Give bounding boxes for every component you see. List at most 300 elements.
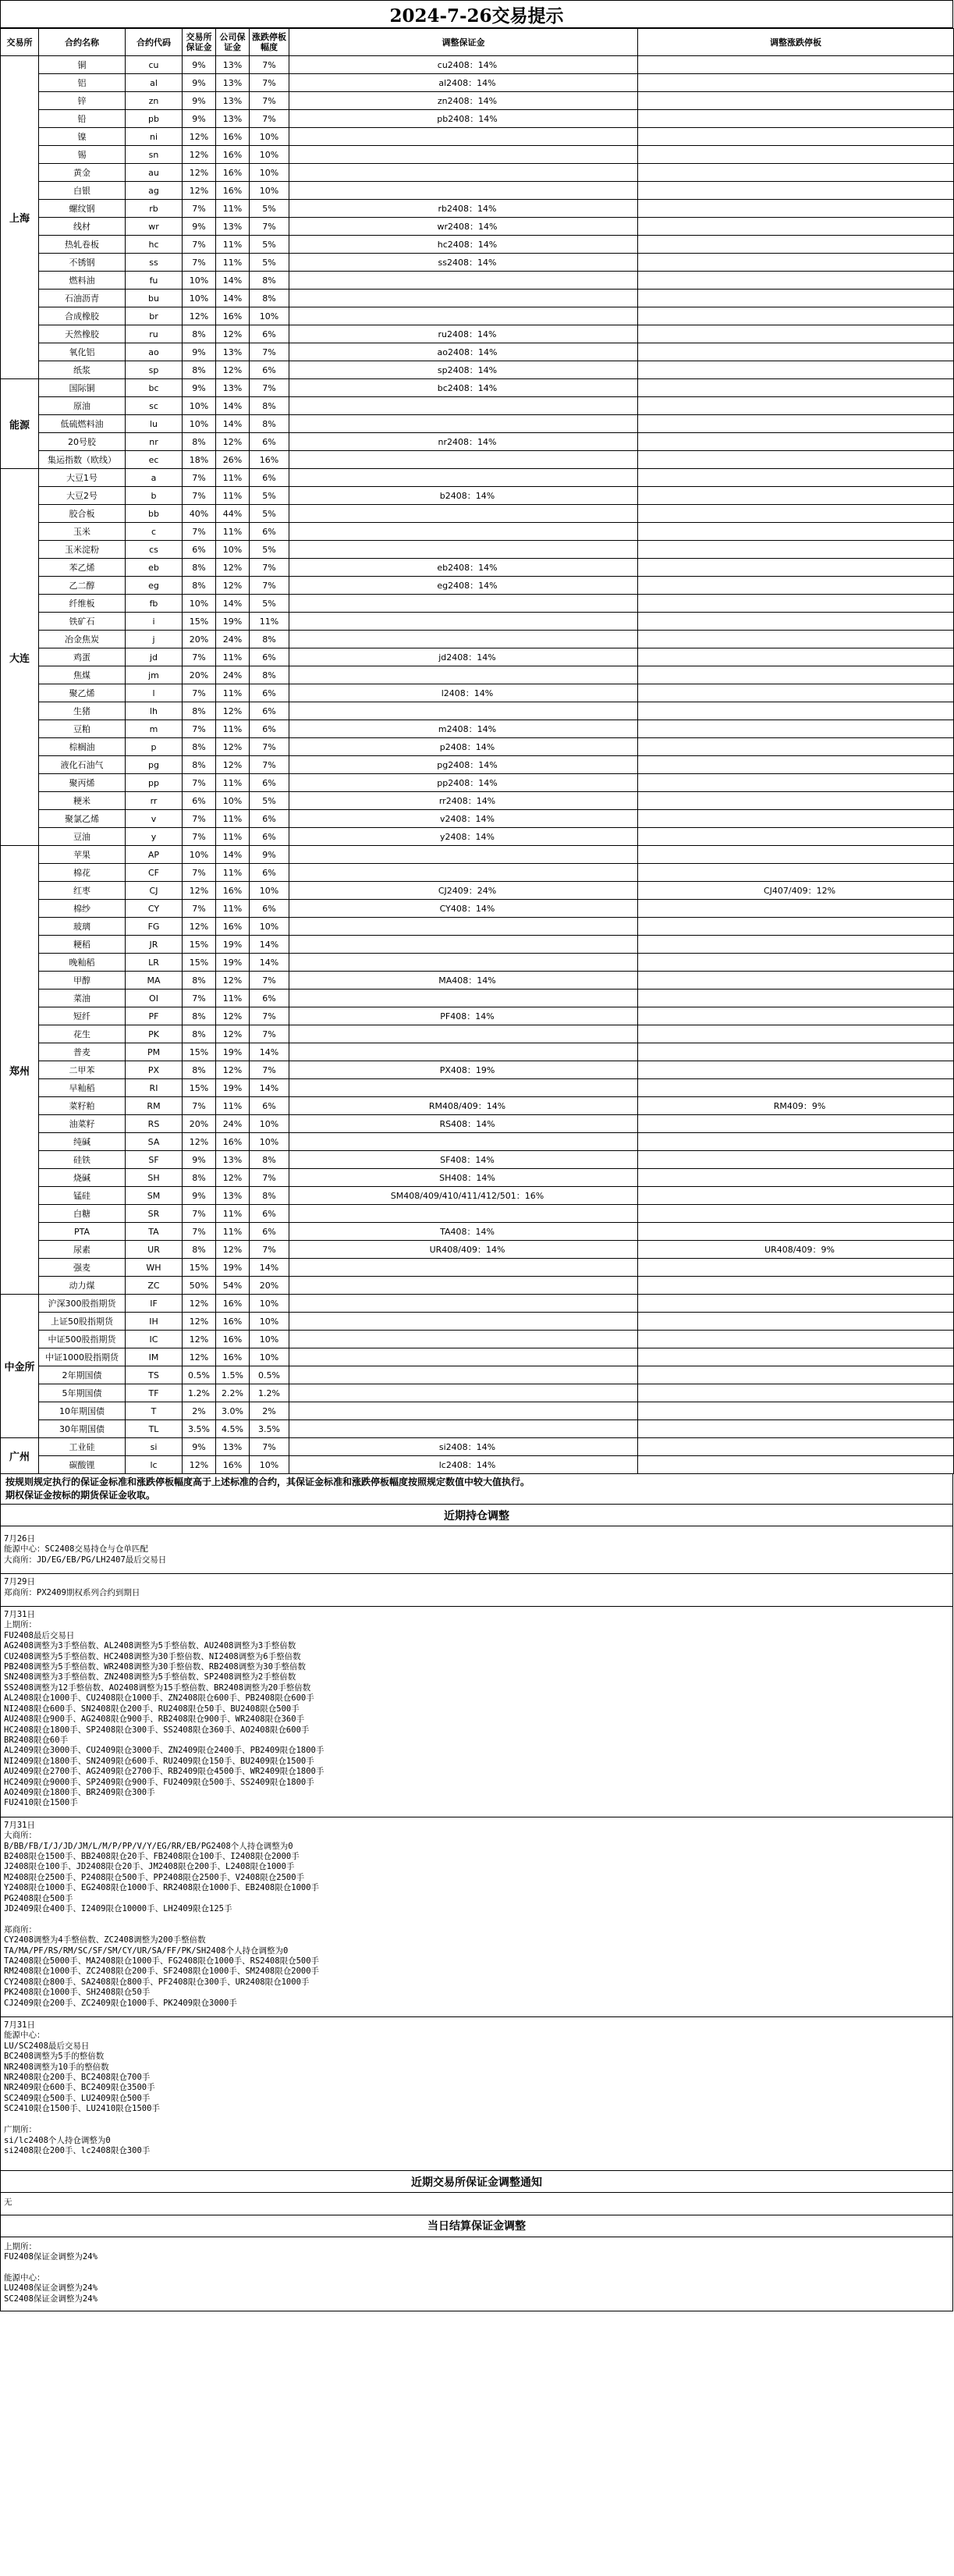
adjusted-margin-cell [289, 1259, 638, 1277]
adjusted-margin-cell: hc2408：14% [289, 236, 638, 254]
contract-code-cell: ni [126, 128, 183, 146]
notice-line: JD2409限仓400手、I2409限仓10000手、LH2409限仓125手 [4, 1904, 232, 1913]
adjusted-margin-cell: p2408：14% [289, 738, 638, 756]
company-margin-cell: 44% [216, 505, 250, 523]
company-margin-cell: 12% [216, 1169, 250, 1187]
contract-code-cell: sp [126, 361, 183, 379]
adjusted-limit-cell [638, 774, 954, 792]
adjusted-margin-cell [289, 1295, 638, 1313]
table-row [1, 1277, 954, 1295]
notice-line: FU2410限仓1500手 [4, 1798, 78, 1808]
table-row [1, 236, 954, 254]
notice-line: 7月31日 [4, 1610, 35, 1620]
price-limit-cell: 8% [250, 1187, 289, 1205]
table-row [1, 1348, 954, 1366]
notice-line: AG2408调整为3手整倍数、AL2408调整为5手整倍数、AU2408调整为3手整倍数 [4, 1641, 296, 1651]
contract-code-cell: CY [126, 900, 183, 918]
notice-line: FU2408保证金调整为24% [4, 2252, 98, 2262]
notice-line: NI2408限仓600手、SN2408限仓200手、RU2408限仓50手、BU2408限仓500手 [4, 1704, 300, 1714]
company-margin-cell: 16% [216, 182, 250, 200]
notice-line: J2408限仓100手、JD2408限仓20手、JM2408限仓200手、L2408限仓1000手 [4, 1862, 295, 1872]
company-margin-cell: 11% [216, 200, 250, 218]
margin-table-body [1, 56, 954, 1474]
company-margin-cell: 19% [216, 1079, 250, 1097]
notice-line: TA2408限仓5000手、MA2408限仓1000手、FG2408限仓1000手、RS2408限仓500手 [4, 1956, 320, 1967]
exchange-margin-cell: 7% [183, 810, 216, 828]
adjusted-limit-cell [638, 918, 954, 936]
adjusted-margin-cell: PF408：14% [289, 1007, 638, 1025]
contract-code-cell: cs [126, 541, 183, 559]
notice-line: 上期所： [4, 2241, 37, 2251]
company-margin-cell: 13% [216, 1438, 250, 1456]
price-limit-cell: 8% [250, 666, 289, 684]
exchange-margin-cell: 12% [183, 1348, 216, 1366]
company-margin-cell: 12% [216, 1025, 250, 1043]
adjusted-limit-cell [638, 92, 954, 110]
company-margin-cell: 16% [216, 1133, 250, 1151]
adjusted-margin-cell: pg2408：14% [289, 756, 638, 774]
contract-name-cell: 液化石油气 [39, 756, 126, 774]
table-row [1, 1259, 954, 1277]
exchange-margin-cell: 2% [183, 1402, 216, 1420]
adjusted-limit-cell [638, 128, 954, 146]
price-limit-cell: 10% [250, 307, 289, 325]
table-row [1, 1187, 954, 1205]
company-margin-cell: 12% [216, 972, 250, 990]
company-margin-cell: 19% [216, 954, 250, 972]
adjusted-margin-cell: eg2408：14% [289, 577, 638, 595]
contract-name-cell: 豆油 [39, 828, 126, 846]
company-margin-cell: 12% [216, 361, 250, 379]
company-margin-cell: 14% [216, 595, 250, 613]
company-margin-cell: 11% [216, 1205, 250, 1223]
notice-line: HC2409限仓9000手、SP2409限仓900手、FU2409限仓500手、SS2409限仓1800手 [4, 1777, 314, 1787]
table-row [1, 146, 954, 164]
contract-name-cell: 中证500股指期货 [39, 1331, 126, 1348]
contract-name-cell: 锌 [39, 92, 126, 110]
table-row [1, 900, 954, 918]
adjusted-margin-cell [289, 469, 638, 487]
exchange-margin-cell: 8% [183, 433, 216, 451]
contract-code-cell: IH [126, 1313, 183, 1331]
notice-line: NR2408调整为10手的整倍数 [4, 2062, 109, 2072]
price-limit-cell: 10% [250, 1313, 289, 1331]
exchange-margin-cell: 12% [183, 918, 216, 936]
notice-line: RM2408限仓1000手、ZC2408限仓200手、SF2408限仓1000手、SM2408限仓2000手 [4, 1967, 320, 1977]
exchange-margin-cell: 7% [183, 648, 216, 666]
adjusted-margin-cell [289, 1205, 638, 1223]
company-margin-cell: 19% [216, 936, 250, 954]
price-limit-cell: 7% [250, 74, 289, 92]
table-row [1, 1295, 954, 1313]
table-row [1, 1115, 954, 1133]
adjusted-limit-cell [638, 361, 954, 379]
adjusted-limit-cell [638, 1456, 954, 1474]
adjusted-margin-cell: v2408：14% [289, 810, 638, 828]
price-limit-cell: 5% [250, 505, 289, 523]
contract-name-cell: 动力煤 [39, 1277, 126, 1295]
adjusted-margin-cell: eb2408：14% [289, 559, 638, 577]
contract-code-cell: ag [126, 182, 183, 200]
adjusted-margin-cell [289, 1384, 638, 1402]
col-exchange-margin: 交易所保证金 [183, 29, 216, 56]
contract-name-cell: 棕榈油 [39, 738, 126, 756]
company-margin-cell: 12% [216, 756, 250, 774]
contract-code-cell: jd [126, 648, 183, 666]
contract-name-cell: 纤维板 [39, 595, 126, 613]
contract-code-cell: T [126, 1402, 183, 1420]
adjusted-margin-cell [289, 290, 638, 307]
adjusted-limit-cell [638, 792, 954, 810]
exchange-margin-cell: 8% [183, 559, 216, 577]
adjusted-margin-cell [289, 990, 638, 1007]
contract-code-cell: ao [126, 343, 183, 361]
company-margin-cell: 13% [216, 74, 250, 92]
exchange-margin-cell: 9% [183, 379, 216, 397]
exchange-margin-cell: 9% [183, 110, 216, 128]
contract-code-cell: v [126, 810, 183, 828]
section-heading: 近期交易所保证金调整通知 [0, 2171, 953, 2193]
contract-name-cell: 苯乙烯 [39, 559, 126, 577]
contract-code-cell: MA [126, 972, 183, 990]
contract-code-cell: c [126, 523, 183, 541]
company-margin-cell: 14% [216, 846, 250, 864]
exchange-margin-cell: 7% [183, 469, 216, 487]
company-margin-cell: 16% [216, 307, 250, 325]
contract-name-cell: 硅铁 [39, 1151, 126, 1169]
contract-code-cell: pg [126, 756, 183, 774]
adjusted-limit-cell [638, 864, 954, 882]
exchange-margin-cell: 7% [183, 1097, 216, 1115]
adjusted-limit-cell [638, 810, 954, 828]
contract-name-cell: 粳稻 [39, 936, 126, 954]
exchange-margin-cell: 8% [183, 1007, 216, 1025]
contract-name-cell: 合成橡胶 [39, 307, 126, 325]
table-row [1, 415, 954, 433]
notice-line: AU2409限仓2700手、AG2409限仓2700手、RB2409限仓4500手、WR2409限仓1800手 [4, 1767, 325, 1777]
price-limit-cell: 7% [250, 577, 289, 595]
contract-code-cell: UR [126, 1241, 183, 1259]
adjusted-limit-cell [638, 738, 954, 756]
table-row [1, 1151, 954, 1169]
table-row [1, 648, 954, 666]
exchange-margin-cell: 1.2% [183, 1384, 216, 1402]
company-margin-cell: 16% [216, 1331, 250, 1348]
contract-code-cell: pp [126, 774, 183, 792]
contract-name-cell: 低硫燃料油 [39, 415, 126, 433]
adjusted-margin-cell: pb2408：14% [289, 110, 638, 128]
notice-block [4, 2198, 949, 2208]
contract-code-cell: sc [126, 397, 183, 415]
table-row [1, 218, 954, 236]
notice-line: Y2408限仓1000手、EG2408限仓1000手、RR2408限仓1000手、EB2408限仓1000手 [4, 1883, 320, 1893]
contract-code-cell: PM [126, 1043, 183, 1061]
company-margin-cell: 10% [216, 541, 250, 559]
contract-code-cell: RI [126, 1079, 183, 1097]
adjusted-limit-cell: UR408/409：9% [638, 1241, 954, 1259]
company-margin-cell: 12% [216, 559, 250, 577]
adjusted-limit-cell [638, 1366, 954, 1384]
price-limit-cell: 2% [250, 1402, 289, 1420]
adjusted-margin-cell [289, 397, 638, 415]
contract-code-cell: LR [126, 954, 183, 972]
price-limit-cell: 6% [250, 864, 289, 882]
adjusted-margin-cell: ss2408：14% [289, 254, 638, 272]
price-limit-cell: 14% [250, 954, 289, 972]
exchange-margin-cell: 9% [183, 218, 216, 236]
adjusted-margin-cell [289, 505, 638, 523]
contract-name-cell: 玻璃 [39, 918, 126, 936]
contract-name-cell: 30年期国债 [39, 1420, 126, 1438]
exchange-margin-cell: 8% [183, 1025, 216, 1043]
exchange-margin-cell: 10% [183, 846, 216, 864]
company-margin-cell: 12% [216, 325, 250, 343]
adjusted-margin-cell [289, 936, 638, 954]
adjusted-limit-cell [638, 1259, 954, 1277]
table-row [1, 774, 954, 792]
company-margin-cell: 11% [216, 236, 250, 254]
adjusted-limit-cell [638, 523, 954, 541]
notice-line: CJ2409限仓200手、ZC2409限仓1000手、PK2409限仓3000手 [4, 1998, 237, 2008]
price-limit-cell: 6% [250, 828, 289, 846]
contract-name-cell: 尿素 [39, 1241, 126, 1259]
contract-name-cell: 镍 [39, 128, 126, 146]
contract-name-cell: 菜油 [39, 990, 126, 1007]
table-row [1, 272, 954, 290]
price-limit-cell: 10% [250, 1133, 289, 1151]
exchange-margin-cell: 10% [183, 397, 216, 415]
company-margin-cell: 1.5% [216, 1366, 250, 1384]
adjusted-limit-cell [638, 613, 954, 631]
exchange-margin-cell: 20% [183, 1115, 216, 1133]
exchange-margin-cell: 12% [183, 1331, 216, 1348]
company-margin-cell: 12% [216, 577, 250, 595]
table-row [1, 523, 954, 541]
company-margin-cell: 12% [216, 702, 250, 720]
adjusted-limit-cell [638, 505, 954, 523]
contract-name-cell: 二甲苯 [39, 1061, 126, 1079]
exchange-margin-cell: 8% [183, 325, 216, 343]
exchange-margin-cell: 9% [183, 1438, 216, 1456]
table-row [1, 1331, 954, 1348]
contract-name-cell: 纯碱 [39, 1133, 126, 1151]
contract-code-cell: eb [126, 559, 183, 577]
notice-block [1, 1607, 952, 1817]
price-limit-cell: 8% [250, 290, 289, 307]
contract-name-cell: 纸浆 [39, 361, 126, 379]
notice-line: CY2408调整为4手整倍数、ZC2408调整为200手整倍数 [4, 1935, 206, 1945]
company-margin-cell: 11% [216, 900, 250, 918]
contract-code-cell: TF [126, 1384, 183, 1402]
adjusted-limit-cell [638, 1402, 954, 1420]
notice-line [4, 1914, 952, 1924]
contract-code-cell: l [126, 684, 183, 702]
adjusted-margin-cell: si2408：14% [289, 1438, 638, 1456]
contract-name-cell: 白糖 [39, 1205, 126, 1223]
adjusted-limit-cell [638, 1079, 954, 1097]
contract-name-cell: 油菜籽 [39, 1115, 126, 1133]
contract-name-cell: 原油 [39, 397, 126, 415]
exchange-margin-cell: 15% [183, 1043, 216, 1061]
exchange-margin-cell: 12% [183, 1295, 216, 1313]
price-limit-cell: 6% [250, 990, 289, 1007]
price-limit-cell: 7% [250, 1061, 289, 1079]
exchange-margin-cell: 15% [183, 936, 216, 954]
table-row [1, 720, 954, 738]
company-margin-cell: 16% [216, 1295, 250, 1313]
table-row [1, 828, 954, 846]
adjusted-limit-cell [638, 433, 954, 451]
adjusted-margin-cell: lc2408：14% [289, 1456, 638, 1474]
table-row [1, 990, 954, 1007]
adjusted-limit-cell [638, 236, 954, 254]
contract-code-cell: rb [126, 200, 183, 218]
price-limit-cell: 5% [250, 200, 289, 218]
adjusted-margin-cell [289, 415, 638, 433]
adjusted-limit-cell [638, 702, 954, 720]
price-limit-cell: 9% [250, 846, 289, 864]
company-margin-cell: 26% [216, 451, 250, 469]
contract-name-cell: 黄金 [39, 164, 126, 182]
contract-code-cell: br [126, 307, 183, 325]
notice-line: NR2409限仓600手、BC2409限仓3500手 [4, 2083, 155, 2093]
adjusted-limit-cell [638, 1313, 954, 1331]
adjusted-margin-cell [289, 1133, 638, 1151]
contract-code-cell: m [126, 720, 183, 738]
notice-line: M2408限仓2500手、P2408限仓500手、PP2408限仓2500手、V2408限仓2500手 [4, 1872, 305, 1882]
company-margin-cell: 13% [216, 92, 250, 110]
notice-line [4, 2263, 949, 2273]
adjusted-margin-cell: zn2408：14% [289, 92, 638, 110]
price-limit-cell: 7% [250, 738, 289, 756]
adjusted-margin-cell [289, 128, 638, 146]
table-row [1, 1313, 954, 1331]
price-limit-cell: 10% [250, 128, 289, 146]
contract-name-cell: 普麦 [39, 1043, 126, 1061]
exchange-margin-cell: 15% [183, 1079, 216, 1097]
company-margin-cell: 16% [216, 128, 250, 146]
contract-code-cell: cu [126, 56, 183, 74]
exchange-margin-cell: 10% [183, 595, 216, 613]
adjusted-limit-cell [638, 1151, 954, 1169]
contract-name-cell: 大豆1号 [39, 469, 126, 487]
price-limit-cell: 10% [250, 882, 289, 900]
table-row [1, 1456, 954, 1474]
company-margin-cell: 11% [216, 864, 250, 882]
notice-line: B2408限仓1500手、BB2408限仓20手、FB2408限仓100手、I2408限仓2000手 [4, 1851, 300, 1861]
price-limit-cell: 10% [250, 1295, 289, 1313]
exchange-margin-cell: 40% [183, 505, 216, 523]
contract-name-cell: 中证1000股指期货 [39, 1348, 126, 1366]
contract-name-cell: 白银 [39, 182, 126, 200]
contract-name-cell: 不锈钢 [39, 254, 126, 272]
adjusted-limit-cell [638, 559, 954, 577]
exchange-margin-cell: 7% [183, 523, 216, 541]
table-row [1, 110, 954, 128]
exchange-margin-cell: 15% [183, 954, 216, 972]
contract-name-cell: 强麦 [39, 1259, 126, 1277]
exchange-margin-cell: 20% [183, 666, 216, 684]
adjusted-margin-cell [289, 1366, 638, 1384]
adjusted-limit-cell [638, 631, 954, 648]
adjusted-margin-cell: PX408：19% [289, 1061, 638, 1079]
adjusted-margin-cell [289, 954, 638, 972]
price-limit-cell: 6% [250, 900, 289, 918]
section-heading: 当日结算保证金调整 [0, 2215, 953, 2237]
exchange-margin-cell: 12% [183, 1456, 216, 1474]
exchange-margin-cell: 8% [183, 738, 216, 756]
price-limit-cell: 6% [250, 774, 289, 792]
exchange-margin-cell: 7% [183, 1205, 216, 1223]
exchange-margin-cell: 8% [183, 702, 216, 720]
contract-code-cell: AP [126, 846, 183, 864]
adjusted-limit-cell [638, 1115, 954, 1133]
table-row [1, 307, 954, 325]
exchange-margin-cell: 7% [183, 487, 216, 505]
price-limit-cell: 6% [250, 325, 289, 343]
table-row [1, 487, 954, 505]
adjusted-limit-cell [638, 74, 954, 92]
contract-code-cell: p [126, 738, 183, 756]
notice-line: 7月31日 [4, 2020, 35, 2031]
table-row [1, 756, 954, 774]
notice-line: AL2408限仓1000手、CU2408限仓1000手、ZN2408限仓600手、PB2408限仓600手 [4, 1693, 314, 1704]
price-limit-cell: 6% [250, 1223, 289, 1241]
notice-line: 7月29日 [4, 1577, 35, 1587]
contract-code-cell: TL [126, 1420, 183, 1438]
company-margin-cell: 13% [216, 1187, 250, 1205]
contract-name-cell: 冶金焦炭 [39, 631, 126, 648]
exchange-margin-cell: 9% [183, 1187, 216, 1205]
rule-note-line: 期权保证金按标的期货保证金收取。 [5, 1490, 156, 1501]
contract-name-cell: 热轧卷板 [39, 236, 126, 254]
table-row [1, 595, 954, 613]
adjusted-margin-cell [289, 702, 638, 720]
price-limit-cell: 10% [250, 1348, 289, 1366]
adjusted-margin-cell: rr2408：14% [289, 792, 638, 810]
table-row [1, 936, 954, 954]
price-limit-cell: 14% [250, 936, 289, 954]
contract-name-cell: 红枣 [39, 882, 126, 900]
price-limit-cell: 10% [250, 1456, 289, 1474]
notice-line: 郑商所： [4, 1924, 37, 1935]
contract-name-cell: 生猪 [39, 702, 126, 720]
contract-name-cell: 玉米淀粉 [39, 541, 126, 559]
adjusted-margin-cell: jd2408：14% [289, 648, 638, 666]
col-contract-code: 合约代码 [126, 29, 183, 56]
exchange-margin-cell: 12% [183, 164, 216, 182]
exchange-margin-cell: 7% [183, 900, 216, 918]
notice-line: 能源中心：SC2408交易持仓与仓单匹配 [4, 1544, 148, 1554]
adjusted-limit-cell [638, 254, 954, 272]
price-limit-cell: 8% [250, 631, 289, 648]
table-row [1, 1420, 954, 1438]
notice-block [1, 2017, 952, 2164]
contract-name-cell: 豆粕 [39, 720, 126, 738]
adjusted-margin-cell [289, 613, 638, 631]
contract-name-cell: 10年期国债 [39, 1402, 126, 1420]
contract-code-cell: b [126, 487, 183, 505]
notice-line: 大商所： [4, 1831, 37, 1841]
contract-name-cell: 短纤 [39, 1007, 126, 1025]
price-limit-cell: 6% [250, 648, 289, 666]
notice-line: 上期所： [4, 1620, 37, 1630]
price-limit-cell: 6% [250, 684, 289, 702]
company-margin-cell: 14% [216, 272, 250, 290]
company-margin-cell: 16% [216, 164, 250, 182]
table-row [1, 918, 954, 936]
company-margin-cell: 11% [216, 774, 250, 792]
